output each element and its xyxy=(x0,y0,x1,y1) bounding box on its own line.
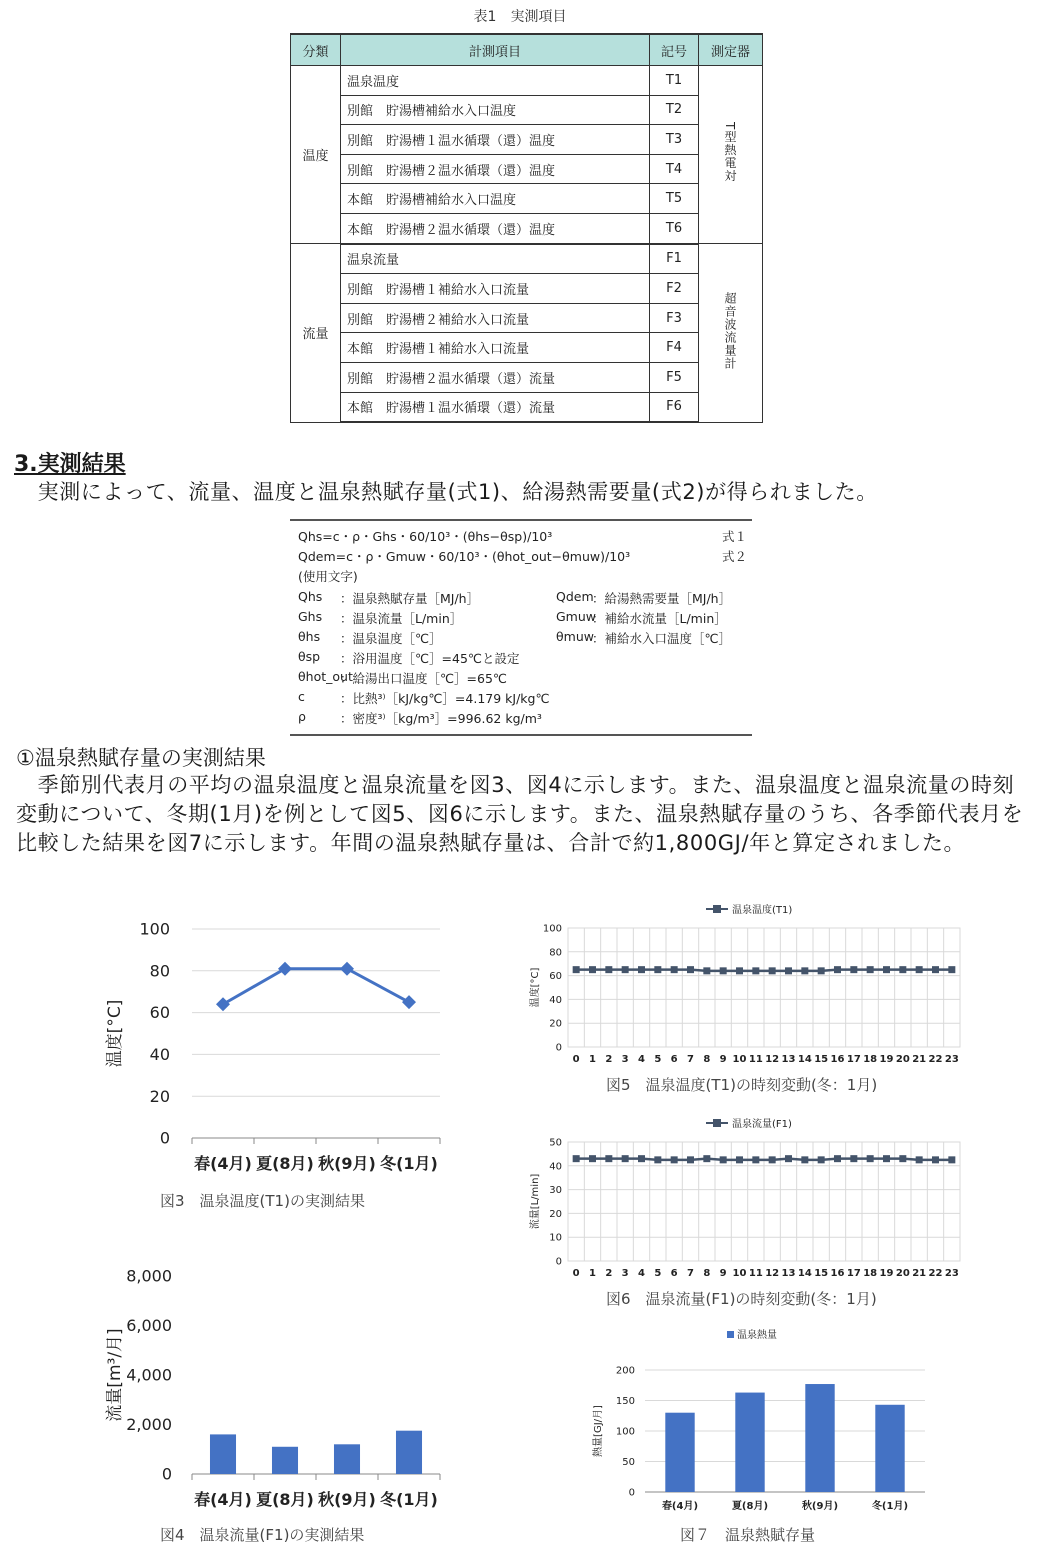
y-tick-label: 100 xyxy=(542,923,562,935)
legend-label: 温泉熱量 xyxy=(737,1330,777,1341)
caption-fig5: 図5 温泉温度(T1)の時刻変動(冬：1月) xyxy=(606,1076,878,1094)
formula-box xyxy=(290,519,752,736)
symbol-cell: T6 xyxy=(650,213,699,243)
table-row xyxy=(291,333,763,363)
def-description: ：温泉流量［L/min］ xyxy=(340,611,463,626)
data-point xyxy=(785,1155,792,1162)
series-line xyxy=(223,969,409,1005)
legend-marker xyxy=(713,905,721,913)
y-tick-label: 0 xyxy=(555,1042,562,1054)
legend-label: 温泉流量(F1) xyxy=(732,1119,792,1130)
def-description: ：補給水入口温度［℃］ xyxy=(592,631,732,646)
symbol-cell: T5 xyxy=(650,184,699,214)
x-tick-label: 8 xyxy=(703,1054,711,1065)
x-tick-label: 4 xyxy=(638,1268,645,1279)
x-tick-label: 2 xyxy=(605,1054,613,1065)
def-symbol: Ghs xyxy=(298,609,323,624)
x-tick-label: 4 xyxy=(638,1054,645,1065)
x-tick-label: 7 xyxy=(687,1054,694,1065)
chart-fig3-temperature xyxy=(100,912,460,1182)
table-row xyxy=(291,362,763,392)
x-tick-label: 春(4月) xyxy=(661,1501,699,1512)
table-row xyxy=(291,154,763,184)
x-tick-label: 18 xyxy=(863,1268,878,1279)
x-tick-label: 10 xyxy=(732,1054,747,1065)
x-tick-label: 夏(8月) xyxy=(256,1154,314,1173)
data-point xyxy=(752,967,759,974)
series-line xyxy=(576,970,952,971)
header-category: 分類 xyxy=(291,34,341,66)
y-tick-label: 60 xyxy=(549,971,562,983)
results-paragraph: 季節別代表月の平均の温泉温度と温泉流量を図3、図4に示します。また、温泉温度と温泉流量の時刻変動について、冬期(1月)を例として図5、図6に示します。また、温泉熱賦存量のうち、各季節代表月を比較した結果を図7に示します。年間の温泉熱賦存量は、合計で約1,800GJ/年と算定されました。 xyxy=(16,773,1024,855)
data-point xyxy=(867,1155,874,1162)
chart-fig7-heat xyxy=(585,1322,945,1518)
def-symbol: θhs xyxy=(298,629,321,644)
bar xyxy=(875,1405,904,1492)
data-point xyxy=(769,1156,776,1163)
data-point xyxy=(654,966,661,973)
legend-label: 温泉温度(T1) xyxy=(732,905,793,916)
data-point xyxy=(278,962,292,976)
x-tick-label: 2 xyxy=(605,1268,613,1279)
equation-2-label: 式２ xyxy=(722,549,748,564)
device-label: T型熱電対 xyxy=(723,122,737,183)
chart-fig5-temp-hourly xyxy=(520,896,970,1068)
equation-2: Qdem=c・ρ・Gmuw・60/10³・(θhot_out−θmuw)/10³ xyxy=(298,549,631,564)
def-symbol: ρ xyxy=(298,709,306,724)
x-tick-label: 5 xyxy=(654,1268,662,1279)
symbol-cell: T3 xyxy=(650,125,699,155)
series-line xyxy=(576,1159,952,1160)
header-device: 測定器 xyxy=(699,34,763,66)
data-point xyxy=(801,1156,808,1163)
x-tick-label: 23 xyxy=(944,1268,959,1279)
x-tick-label: 6 xyxy=(670,1054,678,1065)
y-tick-label: 40 xyxy=(549,1161,562,1173)
data-point xyxy=(899,966,906,973)
bar xyxy=(334,1444,360,1474)
data-point xyxy=(720,967,727,974)
y-tick-label: 30 xyxy=(549,1185,562,1197)
data-point xyxy=(638,1155,645,1162)
def-symbol: Qdem xyxy=(556,589,594,604)
symbol-cell: F6 xyxy=(650,392,699,422)
data-point xyxy=(850,1155,857,1162)
x-tick-label: 14 xyxy=(797,1268,812,1279)
x-tick-label: 17 xyxy=(846,1268,861,1279)
x-tick-label: 11 xyxy=(748,1054,763,1065)
item-cell: 別館 貯湯槽２補給水入口流量 xyxy=(341,303,650,333)
y-tick-label: 10 xyxy=(549,1232,562,1244)
x-tick-label: 16 xyxy=(830,1268,845,1279)
data-point xyxy=(703,1155,710,1162)
x-tick-label: 夏(8月) xyxy=(256,1490,314,1509)
table-row xyxy=(291,184,763,214)
x-tick-label: 19 xyxy=(879,1268,894,1279)
data-point xyxy=(589,966,596,973)
def-description: ：温泉熱賦存量［MJ/h］ xyxy=(340,591,480,606)
data-point xyxy=(867,966,874,973)
y-tick-label: 6,000 xyxy=(126,1316,172,1336)
def-symbol: Gmuw xyxy=(556,609,597,624)
y-tick-label: 50 xyxy=(622,1457,635,1468)
data-point xyxy=(622,966,629,973)
legend-marker xyxy=(713,1119,721,1127)
bar xyxy=(665,1413,694,1492)
x-tick-label: 0 xyxy=(572,1054,580,1065)
table-row xyxy=(291,213,763,243)
data-point xyxy=(720,1156,727,1163)
x-tick-label: 1 xyxy=(589,1268,596,1279)
device-cell xyxy=(699,244,763,423)
caption-fig4: 図4 温泉流量(F1)の実測結果 xyxy=(160,1526,365,1544)
y-axis-label: 温度[°C] xyxy=(530,967,541,1008)
x-tick-label: 17 xyxy=(846,1054,861,1065)
symbol-cell: F2 xyxy=(650,274,699,304)
x-tick-label: 12 xyxy=(765,1268,780,1279)
y-tick-label: 100 xyxy=(615,1426,635,1438)
y-tick-label: 0 xyxy=(628,1487,635,1499)
bar xyxy=(210,1434,236,1474)
data-point xyxy=(916,966,923,973)
x-tick-label: 19 xyxy=(879,1054,894,1065)
item-cell: 別館 貯湯槽１補給水入口流量 xyxy=(341,274,650,304)
def-symbol: c xyxy=(298,689,305,704)
y-tick-label: 20 xyxy=(549,1018,562,1030)
symbol-cell: F4 xyxy=(650,333,699,363)
x-tick-label: 20 xyxy=(895,1268,910,1279)
data-point xyxy=(402,995,416,1009)
x-tick-label: 7 xyxy=(687,1268,694,1279)
equation-1: Qhs=c・ρ・Ghs・60/10³・(θhs−θsp)/10³ xyxy=(298,529,553,544)
data-point xyxy=(703,967,710,974)
bar xyxy=(735,1393,764,1492)
data-point xyxy=(589,1155,596,1162)
x-tick-label: 冬(1月) xyxy=(871,1501,909,1512)
category-cell: 温度 xyxy=(291,66,341,244)
y-tick-label: 0 xyxy=(161,1464,172,1484)
data-point xyxy=(654,1156,661,1163)
measurement-table xyxy=(290,33,763,423)
y-tick-label: 80 xyxy=(549,947,562,959)
x-tick-label: 22 xyxy=(928,1054,943,1065)
x-tick-label: 3 xyxy=(621,1268,629,1279)
symbol-cell: F5 xyxy=(650,362,699,392)
item-cell: 温泉温度 xyxy=(341,66,650,96)
subsection-heading: ①温泉熱賦存量の実測結果 xyxy=(16,746,266,770)
item-cell: 温泉流量 xyxy=(341,244,650,274)
data-point xyxy=(687,966,694,973)
data-point xyxy=(687,1156,694,1163)
def-description: ：給湯出口温度［℃］=65℃ xyxy=(340,671,507,686)
x-tick-label: 11 xyxy=(748,1268,763,1279)
table-row xyxy=(291,66,763,96)
x-tick-label: 夏(8月) xyxy=(731,1501,769,1512)
def-symbol: θhot_out xyxy=(298,669,353,684)
bar xyxy=(396,1431,422,1474)
y-axis-label: 熱量[GJ/月] xyxy=(593,1405,604,1457)
y-tick-label: 60 xyxy=(149,1003,170,1023)
data-point xyxy=(785,967,792,974)
category-cell: 流量 xyxy=(291,244,341,423)
y-tick-label: 40 xyxy=(549,994,562,1006)
def-symbol: Qhs xyxy=(298,589,323,604)
item-cell: 別館 貯湯槽２温水循環（還）温度 xyxy=(341,154,650,184)
x-tick-label: 秋(9月) xyxy=(801,1501,839,1512)
x-tick-label: 16 xyxy=(830,1054,845,1065)
data-point xyxy=(883,1155,890,1162)
x-tick-label: 13 xyxy=(781,1268,796,1279)
bar xyxy=(805,1384,834,1492)
x-tick-label: 3 xyxy=(621,1054,629,1065)
table-row xyxy=(291,95,763,125)
data-point xyxy=(834,966,841,973)
def-symbol: θmuw xyxy=(556,629,594,644)
y-tick-label: 2,000 xyxy=(126,1415,172,1435)
table-header-row xyxy=(291,34,763,66)
y-tick-label: 150 xyxy=(615,1396,635,1407)
symbol-cell: T4 xyxy=(650,154,699,184)
data-point xyxy=(736,967,743,974)
def-description: ：比熱³⁾［kJ/kg℃］=4.179 kJ/kg℃ xyxy=(340,691,550,706)
y-axis-label: 流量[m³/月] xyxy=(105,1328,125,1422)
table-row xyxy=(291,244,763,274)
x-tick-label: 22 xyxy=(928,1268,943,1279)
data-point xyxy=(834,1155,841,1162)
def-description: ：密度³⁾［kg/m³］=996.62 kg/m³ xyxy=(340,711,542,726)
y-tick-label: 80 xyxy=(149,961,170,981)
def-description: ：補給水流量［L/min］ xyxy=(592,611,727,626)
x-tick-label: 5 xyxy=(654,1054,662,1065)
symbol-cell: F3 xyxy=(650,303,699,333)
table-row xyxy=(291,303,763,333)
def-symbol: θsp xyxy=(298,649,321,664)
data-point xyxy=(769,967,776,974)
def-description: ：給湯熱需要量［MJ/h］ xyxy=(592,591,732,606)
y-tick-label: 4,000 xyxy=(126,1365,172,1385)
y-axis-label: 流量[L/min] xyxy=(530,1173,541,1230)
x-tick-label: 10 xyxy=(732,1268,747,1279)
data-point xyxy=(850,966,857,973)
y-tick-label: 100 xyxy=(139,919,170,939)
bar xyxy=(272,1447,298,1474)
data-point xyxy=(216,997,230,1011)
data-point xyxy=(883,966,890,973)
section-heading: 3.実測結果 xyxy=(14,452,126,477)
y-tick-label: 200 xyxy=(615,1365,635,1377)
def-description: ：浴用温度［℃］=45℃と設定 xyxy=(340,651,520,666)
symbol-cell: F1 xyxy=(650,244,699,274)
x-tick-label: 6 xyxy=(670,1268,678,1279)
data-point xyxy=(605,966,612,973)
data-point xyxy=(899,1155,906,1162)
x-tick-label: 15 xyxy=(814,1268,829,1279)
caption-fig6: 図6 温泉流量(F1)の時刻変動(冬：1月) xyxy=(606,1290,877,1308)
caption-fig3: 図3 温泉温度(T1)の実測結果 xyxy=(160,1192,365,1210)
data-point xyxy=(671,966,678,973)
x-tick-label: 20 xyxy=(895,1054,910,1065)
y-tick-label: 50 xyxy=(549,1137,562,1149)
data-point xyxy=(573,966,580,973)
data-point xyxy=(605,1155,612,1162)
symbol-cell: T1 xyxy=(650,66,699,96)
y-tick-label: 20 xyxy=(149,1086,170,1106)
x-tick-label: 0 xyxy=(572,1268,580,1279)
data-point xyxy=(736,1156,743,1163)
x-tick-label: 秋(9月) xyxy=(318,1154,376,1173)
device-cell xyxy=(699,66,763,244)
symbol-cell: T2 xyxy=(650,95,699,125)
data-point xyxy=(932,966,939,973)
def-description: ：温泉温度［℃］ xyxy=(340,631,442,646)
data-point xyxy=(932,1156,939,1163)
y-tick-label: 40 xyxy=(149,1045,170,1064)
item-cell: 本館 貯湯槽２温水循環（還）温度 xyxy=(341,213,650,243)
x-tick-label: 18 xyxy=(863,1054,878,1065)
equation-1-label: 式１ xyxy=(722,529,748,544)
x-tick-label: 冬(1月) xyxy=(380,1154,438,1173)
x-tick-label: 8 xyxy=(703,1268,711,1279)
x-tick-label: 14 xyxy=(797,1054,812,1065)
data-point xyxy=(818,967,825,974)
x-tick-label: 12 xyxy=(765,1054,780,1065)
x-tick-label: 21 xyxy=(912,1054,927,1065)
item-cell: 別館 貯湯槽２温水循環（還）流量 xyxy=(341,362,650,392)
table-body xyxy=(291,66,763,423)
data-point xyxy=(671,1156,678,1163)
x-tick-label: 15 xyxy=(814,1054,829,1065)
item-cell: 別館 貯湯槽補給水入口温度 xyxy=(341,95,650,125)
intro-paragraph: 実測によって、流量、温度と温泉熱賦存量(式1)、給湯熱需要量(式2)が得られました。 xyxy=(16,480,878,504)
table-row xyxy=(291,274,763,304)
data-point xyxy=(916,1156,923,1163)
table-title: 表1 実測項目 xyxy=(473,9,567,25)
data-point xyxy=(573,1155,580,1162)
data-point xyxy=(948,1156,955,1163)
device-label: 超音波流量計 xyxy=(723,291,737,370)
x-tick-label: 23 xyxy=(944,1054,959,1065)
x-tick-label: 冬(1月) xyxy=(380,1490,438,1509)
table-row xyxy=(291,125,763,155)
chart-fig6-flow-hourly xyxy=(520,1110,970,1282)
item-cell: 本館 貯湯槽１温水循環（還）流量 xyxy=(341,392,650,422)
legend-marker xyxy=(727,1331,734,1338)
data-point xyxy=(818,1156,825,1163)
x-tick-label: 9 xyxy=(719,1054,727,1065)
y-tick-label: 8,000 xyxy=(126,1266,172,1286)
item-cell: 本館 貯湯槽補給水入口温度 xyxy=(341,184,650,214)
y-tick-label: 0 xyxy=(159,1128,170,1148)
y-tick-label: 20 xyxy=(549,1208,562,1220)
header-item: 計測項目 xyxy=(341,34,650,66)
chart-fig4-flow xyxy=(100,1262,460,1517)
x-tick-label: 21 xyxy=(912,1268,927,1279)
x-tick-label: 1 xyxy=(589,1054,596,1065)
x-tick-label: 秋(9月) xyxy=(318,1490,376,1509)
data-point xyxy=(340,962,354,976)
x-tick-label: 春(4月) xyxy=(194,1154,252,1173)
item-cell: 本館 貯湯槽１補給水入口流量 xyxy=(341,333,650,363)
x-tick-label: 9 xyxy=(719,1268,727,1279)
x-tick-label: 13 xyxy=(781,1054,796,1065)
data-point xyxy=(948,966,955,973)
y-axis-label: 温度[°C] xyxy=(105,999,125,1068)
legend-title: (使用文字) xyxy=(298,569,358,584)
header-symbol: 記号 xyxy=(650,34,699,66)
table-row xyxy=(291,392,763,422)
data-point xyxy=(801,967,808,974)
item-cell: 別館 貯湯槽１温水循環（還）温度 xyxy=(341,125,650,155)
data-point xyxy=(638,966,645,973)
x-tick-label: 春(4月) xyxy=(194,1490,252,1509)
y-tick-label: 0 xyxy=(555,1256,562,1268)
data-point xyxy=(622,1155,629,1162)
data-point xyxy=(752,1156,759,1163)
caption-fig7: 図７ 温泉熱賦存量 xyxy=(680,1526,816,1544)
